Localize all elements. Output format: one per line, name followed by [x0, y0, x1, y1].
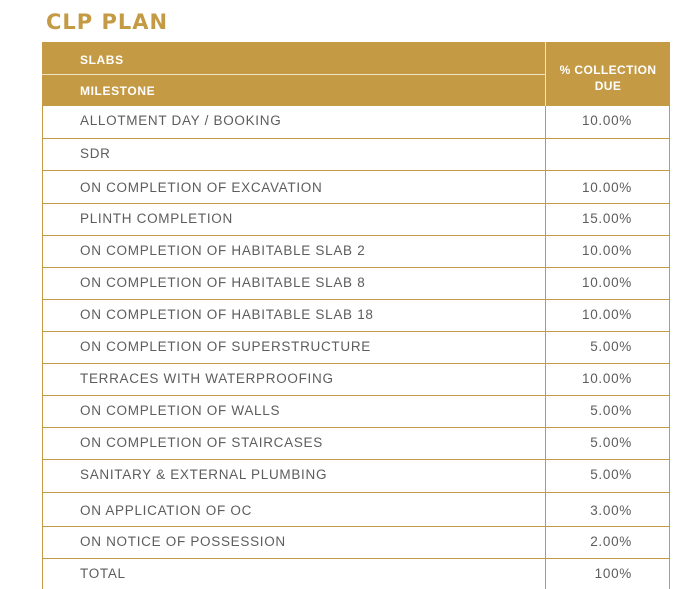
row-due: 3.00% — [590, 503, 632, 518]
row-milestone: SDR — [43, 139, 546, 170]
row-due — [546, 139, 669, 170]
row-due: 10.00% — [582, 307, 632, 322]
row-milestone: ON APPLICATION OF OC — [43, 493, 546, 526]
header-milestone: MILESTONE — [80, 84, 156, 98]
table-row — [42, 460, 670, 493]
header-collection-due — [546, 62, 670, 94]
row-milestone: ON COMPLETION OF HABITABLE SLAB 18 — [43, 300, 546, 331]
row-due: 5.00% — [590, 467, 632, 482]
row-due: 10.00% — [582, 113, 632, 128]
row-milestone: ON COMPLETION OF STAIRCASES — [43, 428, 546, 459]
table-row — [42, 300, 670, 332]
clp-plan-table — [42, 42, 670, 589]
row-due: 10.00% — [582, 371, 632, 386]
row-milestone: ON COMPLETION OF SUPERSTRUCTURE — [43, 332, 546, 363]
header-collection-due-line1: % COLLECTION — [559, 63, 657, 77]
row-due: 100% — [594, 566, 632, 581]
row-due: 10.00% — [582, 243, 632, 258]
row-milestone: ON COMPLETION OF WALLS — [43, 396, 546, 427]
row-due: 2.00% — [590, 534, 632, 549]
row-due: 5.00% — [590, 339, 632, 354]
table-row-total — [42, 559, 670, 589]
header-divider — [42, 74, 546, 75]
table-row — [42, 493, 670, 527]
header-collection-due-line2: DUE — [594, 79, 622, 93]
row-milestone: SANITARY & EXTERNAL PLUMBING — [43, 460, 546, 492]
table-row — [42, 332, 670, 364]
row-milestone: ON NOTICE OF POSSESSION — [43, 527, 546, 558]
table-row — [42, 396, 670, 428]
table-row — [42, 171, 670, 204]
row-milestone: ALLOTMENT DAY / BOOKING — [43, 106, 546, 138]
row-milestone: TOTAL — [43, 559, 546, 589]
row-milestone: TERRACES WITH WATERPROOFING — [43, 364, 546, 395]
table-row — [42, 106, 670, 139]
row-milestone: PLINTH COMPLETION — [43, 204, 546, 235]
table-row — [42, 139, 670, 171]
row-milestone: ON COMPLETION OF EXCAVATION — [43, 171, 546, 203]
page-title: CLP PLAN — [46, 10, 169, 34]
row-due: 15.00% — [582, 211, 632, 226]
row-due: 5.00% — [590, 403, 632, 418]
row-due: 5.00% — [590, 435, 632, 450]
row-due: 10.00% — [582, 275, 632, 290]
table-row — [42, 364, 670, 396]
table-row — [42, 428, 670, 460]
row-due: 10.00% — [582, 180, 632, 195]
table-row — [42, 204, 670, 236]
table-header — [42, 42, 670, 106]
table-row — [42, 236, 670, 268]
table-row — [42, 527, 670, 559]
row-milestone: ON COMPLETION OF HABITABLE SLAB 2 — [43, 236, 546, 267]
header-slabs: SLABS — [80, 53, 124, 67]
table-row — [42, 268, 670, 300]
row-milestone: ON COMPLETION OF HABITABLE SLAB 8 — [43, 268, 546, 299]
